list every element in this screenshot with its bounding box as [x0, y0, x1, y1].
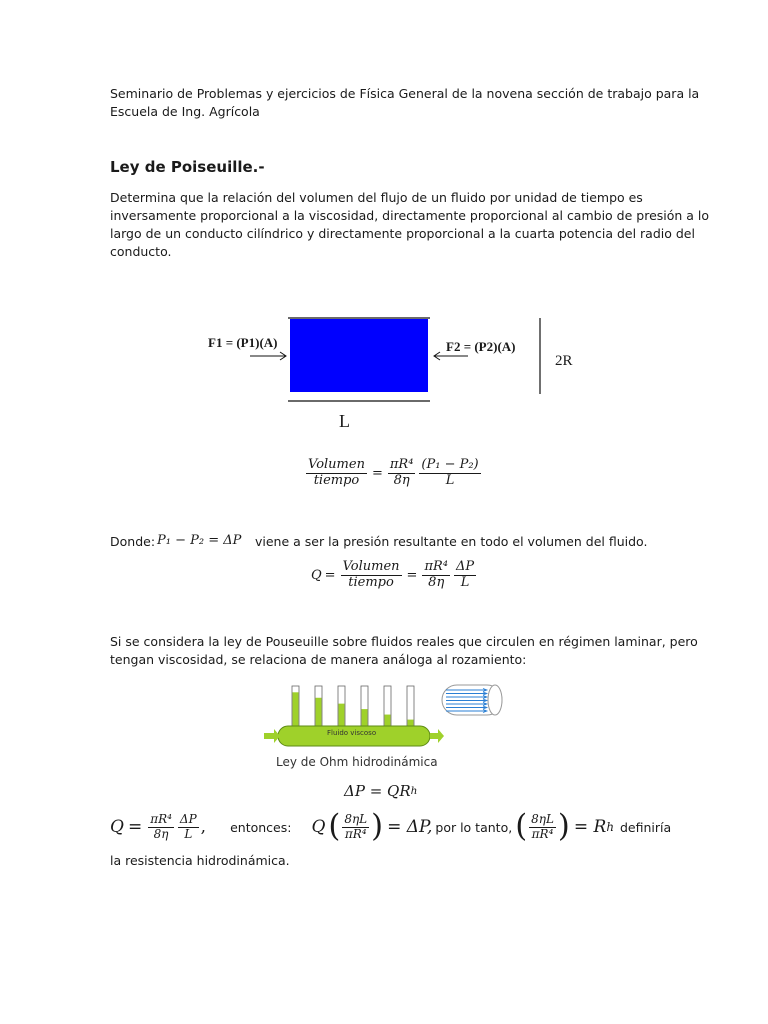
eq4-rh-sub: h — [606, 820, 614, 835]
eq4-num-1: πR⁴ — [150, 812, 172, 826]
eq2-num-2: πR⁴ — [424, 559, 448, 574]
hydro-figure — [262, 682, 512, 754]
eq1-p-num: (P₁ − P₂) — [421, 457, 479, 472]
eq4-equals: = — [127, 817, 143, 838]
manometer-fluid — [316, 698, 322, 728]
equation-3 — [344, 782, 417, 800]
eq4-comma: , — [200, 817, 207, 838]
pipe-diagram — [200, 310, 600, 440]
eq2-num-3: ΔP — [455, 559, 475, 574]
eq4-num-2: ΔP — [179, 812, 197, 826]
eq1-lhs-den: tiempo — [313, 472, 360, 488]
eq3-expr: ΔP = QR — [344, 782, 411, 800]
eq1-p-fraction — [419, 458, 480, 489]
eq4-eq-dp: = ΔP, — [387, 817, 433, 838]
equation-1 — [304, 458, 483, 489]
eq4-lparen-2: ( — [515, 809, 528, 844]
eq4-lparen-1: ( — [328, 809, 341, 844]
eq4-fraction-4 — [529, 813, 556, 842]
intro-line-4: conducto. — [110, 244, 172, 259]
eq1-lhs-num: Volumen — [308, 457, 365, 472]
eq4-den-3: πR⁴ — [344, 826, 367, 841]
eq1-rhs-num: πR⁴ — [389, 457, 414, 472]
f2-label: F2 = (P2)(A) — [446, 339, 516, 354]
equation-2 — [311, 560, 478, 591]
fluid-block — [290, 319, 428, 392]
f1-label: F1 = (P1)(A) — [208, 335, 278, 350]
eq4-last-line: la resistencia hidrodinámica. — [110, 853, 290, 868]
manometer-tubes — [292, 686, 414, 728]
eq2-den-3: L — [460, 574, 470, 590]
eq2-den-1: tiempo — [348, 574, 394, 590]
eq4-num-3: 8ηL — [344, 812, 368, 826]
eq1-lhs-fraction — [306, 458, 367, 489]
manometer-fluid — [362, 709, 368, 728]
eq4-q2: Q — [311, 817, 326, 838]
eq4-den-4: πR⁴ — [531, 826, 554, 841]
outlet-arrow — [430, 729, 444, 743]
eq4-den-2: L — [184, 826, 193, 841]
eq1-rhs-den: 8η — [393, 472, 410, 488]
eq2-fraction-3 — [454, 560, 476, 591]
section-title: Ley de Poiseuille.- — [110, 158, 265, 176]
eq2-fraction-2 — [422, 560, 450, 591]
equation-4 — [110, 809, 672, 844]
eq4-definiria: definiría — [619, 819, 672, 835]
eq2-equals-2: = — [406, 567, 418, 583]
eq2-equals-1: = — [324, 567, 336, 583]
header-line-2: Escuela de Ing. Agrícola — [110, 104, 260, 119]
donde-label: Donde: — [110, 534, 156, 549]
eq4-therefore: por lo tanto, — [435, 819, 513, 835]
paragraph-2-line-1: Si se considera la ley de Pouseuille sobre fluidos reales que circulen en régimen laminar, pero — [110, 634, 698, 649]
pipe-diagram-svg — [200, 310, 600, 440]
eq2-fraction-1 — [341, 560, 402, 591]
pipe-label: Fluido viscoso — [327, 729, 377, 737]
intro-line-1: Determina que la relación del volumen del flujo de un fluido por unidad de tiempo es — [110, 190, 643, 205]
eq4-q: Q — [110, 817, 124, 838]
manometer-fluid — [293, 692, 299, 728]
flow-streamlines — [446, 689, 487, 713]
donde-text: viene a ser la presión resultante en todo el volumen del fluido. — [255, 534, 648, 549]
manometer-fluid — [339, 704, 345, 728]
intro-line-3: largo de un conducto cilíndrico y directamente proporcional a la cuarta potencia del radio del — [110, 226, 695, 241]
eq1-equals: = — [371, 465, 383, 481]
eq2-den-2: 8η — [428, 574, 445, 590]
eq4-den-1: 8η — [153, 826, 169, 841]
eq4-fraction-1 — [148, 813, 174, 842]
eq1-p-den: L — [445, 472, 455, 488]
eq1-rhs-fraction — [388, 458, 416, 489]
laminar-flow-tube — [442, 685, 502, 715]
eq4-then: entonces: — [230, 819, 292, 835]
length-label: L — [339, 411, 350, 431]
eq4-fraction-2 — [178, 813, 199, 842]
flow-tube-end — [488, 685, 502, 715]
hydro-caption: Ley de Ohm hidrodinámica — [276, 755, 438, 769]
eq4-rh: = R — [573, 817, 607, 838]
radius-label: 2R — [555, 353, 573, 369]
header-line-1: Seminario de Problemas y ejercicios de Física General de la novena sección de trabajo para la — [110, 86, 700, 101]
donde-expr: P₁ − P₂ = ΔP — [157, 533, 242, 548]
eq4-num-4: 8ηL — [531, 812, 554, 826]
paragraph-2-line-2: tengan viscosidad, se relaciona de manera análoga al rozamiento: — [110, 652, 527, 667]
inlet-arrow — [264, 729, 280, 743]
eq4-rparen-2: ) — [557, 809, 570, 844]
eq3-sub: h — [410, 785, 418, 797]
intro-line-2: inversamente proporcional a la viscosidad, directamente proporcional al cambio de presión a lo — [110, 208, 710, 223]
eq2-q: Q — [311, 567, 322, 583]
eq4-fraction-3 — [342, 813, 369, 842]
eq4-rparen-1: ) — [371, 809, 384, 844]
hydro-figure-svg — [262, 682, 512, 754]
eq2-num-1: Volumen — [342, 559, 400, 574]
